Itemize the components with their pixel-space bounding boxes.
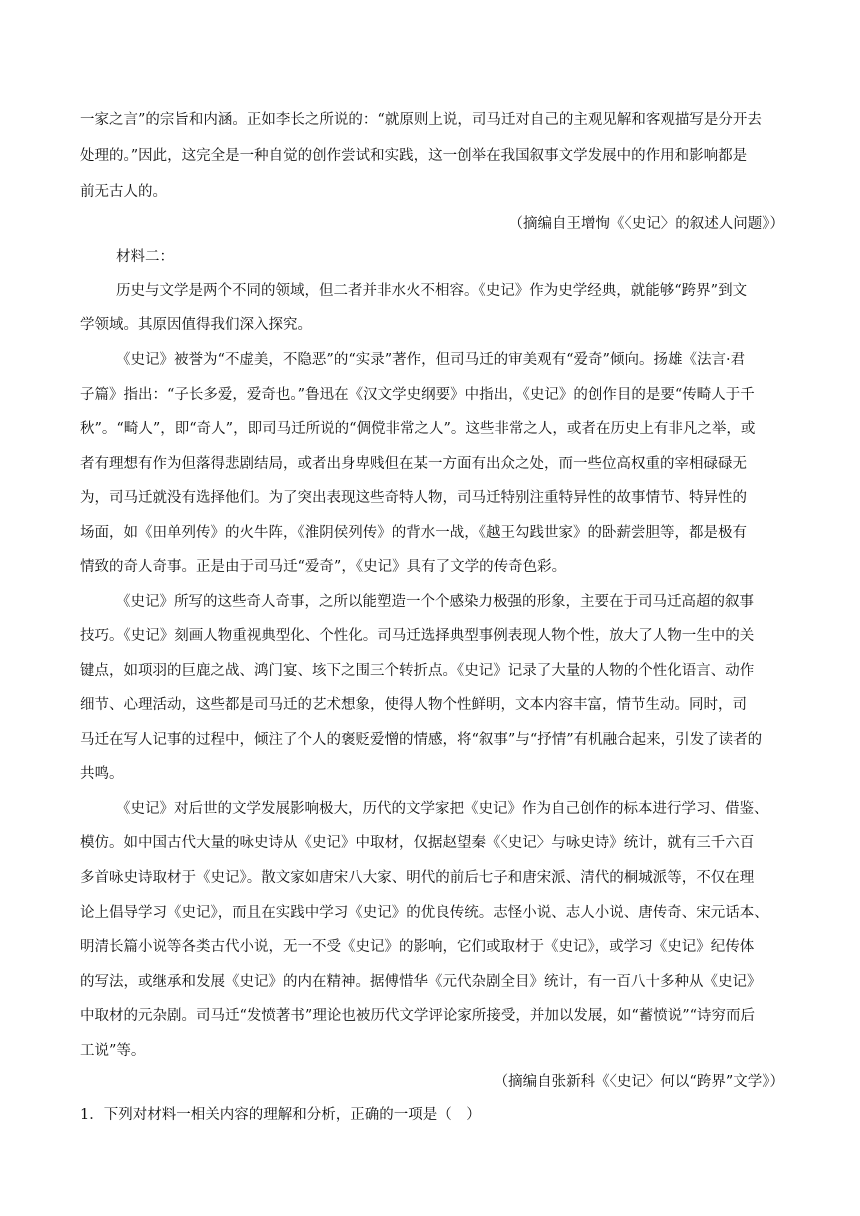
text-line: 细节、心理活动，这些都是司马迁的艺术想象，使得人物个性鲜明，文本内容丰富，情节生动。同时，司 (80, 697, 747, 713)
text-line: 者有理想有作为但落得悲剧结局，或者出身卑贱但在某一方面有出众之处，而一些位高权重的宰相碌碌无 (80, 456, 747, 472)
text-line: 模仿。如中国古代大量的咏史诗从《史记》中取材，仅据赵望秦《〈史记〉与咏史诗》统计，就有三千六百 (80, 835, 755, 851)
text-line: 马迁在写人记事的过程中，倾注了个人的褒贬爱憎的情感，将“叙事”与“抒情”有机融合起来，引发了读者的 (80, 732, 763, 748)
source-citation-1: （摘编自王增恂《〈史记〉的叙述人问题》） (508, 216, 784, 232)
text-line: 情致的奇人奇事。正是由于司马迁“爱奇”，《史记》具有了文学的传奇色彩。 (80, 559, 567, 575)
text-line: 处理的。”因此，这完全是一种自觉的创作尝试和实践，这一创举在我国叙事文学发展中的作用和影响都是 (80, 148, 748, 164)
text-line: 秋”。“畸人”，即“奇人”，即司马迁所说的“倜傥非常之人”。这些非常之人，或者在历史上有非凡之举，或 (80, 421, 756, 437)
text-line: 《史记》被誉为“不虚美，不隐恶”的“实录”著作，但司马迁的审美观有“爱奇”倾向。扬雄《法言·君 (116, 352, 746, 368)
question-1: 1．下列对材料一相关内容的理解和分析，正确的一项是（ ） (80, 1107, 481, 1123)
text-line: 为，司马迁就没有选择他们。为了突出表现这些奇特人物，司马迁特别注重特异性的故事情节、特异性的 (80, 490, 747, 506)
material-2-label: 材料二： (116, 249, 174, 265)
text-line: 学领域。其原因值得我们深入探究。 (80, 317, 312, 333)
text-line: 前无古人的。 (80, 184, 167, 200)
text-line: 明清长篇小说等各类古代小说，无一不受《史记》的影响，它们或取材于《史记》，或学习《史记》纪传体 (80, 939, 755, 955)
text-line: 共鸣。 (80, 766, 124, 782)
text-line: 《史记》对后世的文学发展影响极大，历代的文学家把《史记》作为自己创作的标本进行学习、借鉴、 (116, 801, 769, 817)
text-line: 子篇》指出：“子长多爱，爱奇也。”鲁迅在《汉文学史纲要》中指出，《史记》的创作目的是要“传畸人于千 (80, 387, 755, 403)
text-line: 论上倡导学习《史记》，而且在实践中学习《史记》的优良传统。志怪小说、志人小说、唐传奇、宋元话本、 (80, 905, 769, 921)
text-line: 历史与文学是两个不同的领域，但二者并非水火不相容。《史记》作为史学经典，就能够“跨界”到文 (116, 283, 748, 299)
text-line: 场面，如《田单列传》的火牛阵，《淮阴侯列传》的背水一战，《越王勾践世家》的卧薪尝胆等，都是极有 (80, 525, 747, 541)
text-line: 技巧。《史记》刻画人物重视典型化、个性化。司马迁选择典型事例表现人物个性，放大了人物一生中的关 (80, 628, 755, 644)
text-line: 工说”等。 (80, 1043, 146, 1059)
text-line: 多首咏史诗取材于《史记》。散文家如唐宋八大家、明代的前后七子和唐宋派、清代的桐城派等，不仅在理 (80, 870, 755, 886)
text-line: 的写法，或继承和发展《史记》的内在精神。据傅惜华《元代杂剧全目》统计，有一百八十多种从《史记》 (80, 974, 762, 990)
text-line: 中取材的元杂剧。司马迁“发愤著书”理论也被历代文学评论家所接受，并加以发展，如“蓄愤说”“诗穷而后 (80, 1008, 756, 1024)
source-citation-2: （摘编自张新科《〈史记〉何以“跨界”文学》） (493, 1074, 784, 1090)
text-line: 《史记》所写的这些奇人奇事，之所以能塑造一个个感染力极强的形象，主要在于司马迁高超的叙事 (116, 594, 754, 610)
text-line: 一家之言”的宗旨和内涵。正如李长之所说的：“就原则上说，司马迁对自己的主观见解和客观描写是分开去 (80, 112, 762, 128)
text-line: 键点，如项羽的巨鹿之战、鸿门宴、垓下之围三个转折点。《史记》记录了大量的人物的个性化语言、动作 (80, 663, 755, 679)
